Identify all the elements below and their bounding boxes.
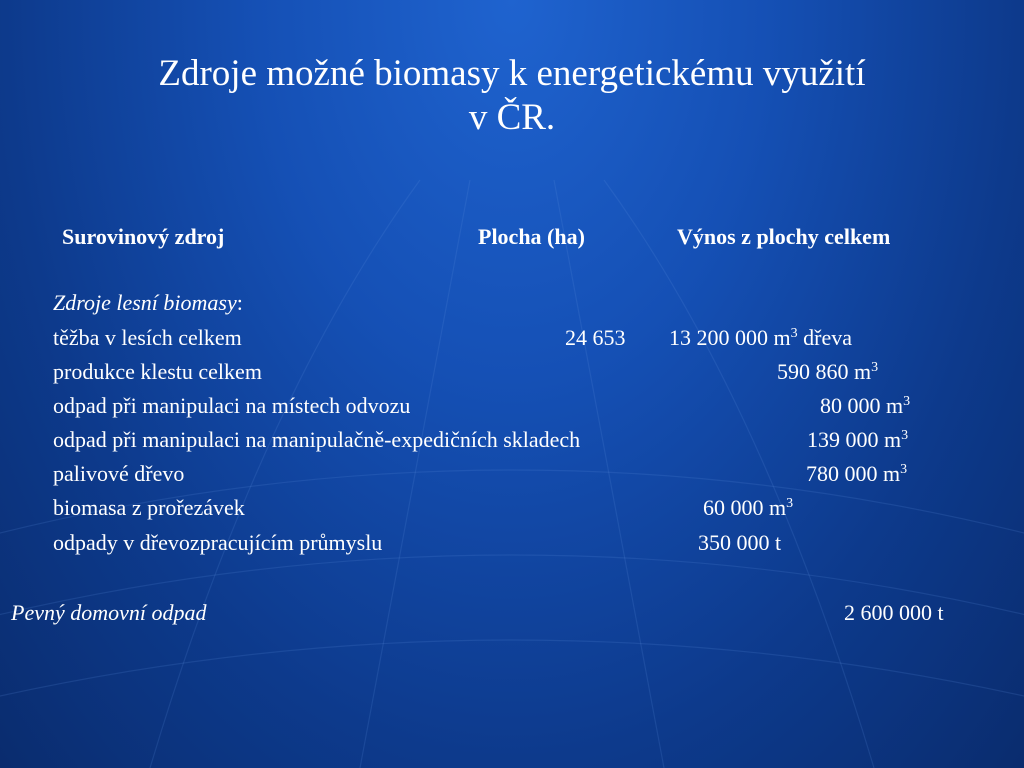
- row-label-5: biomasa z prořezávek: [53, 495, 245, 520]
- row-yield-suffix-0: dřeva: [797, 325, 852, 350]
- row-yield-4: [806, 460, 907, 488]
- section-forest-biomass: [53, 289, 243, 317]
- row-yield-value-3: 139 000 m: [807, 427, 902, 452]
- row-yield-unit-exp-5: 3: [786, 496, 794, 511]
- row-label-4: palivové dřevo: [53, 461, 185, 486]
- row-yield-5: [703, 494, 793, 522]
- row-label-2: odpad při manipulaci na místech odvozu: [53, 393, 411, 418]
- row-yield-2: [820, 392, 910, 420]
- row-yield-unit-exp-4: 3: [900, 462, 908, 477]
- section-forest-label: Zdroje lesní biomasy: [53, 290, 237, 315]
- header-source: Surovinový zdroj: [62, 224, 225, 249]
- row-yield-1: [777, 358, 878, 386]
- row-yield-unit-exp-0: 3: [790, 326, 798, 341]
- row-yield-value-5: 60 000 m: [703, 495, 787, 520]
- row-label-1: produkce klestu celkem: [53, 359, 262, 384]
- row-yield-3: [807, 426, 908, 454]
- row-area-0: 24 653: [565, 325, 626, 350]
- title-line-1: Zdroje možné biomasy k energetickému využití: [158, 53, 866, 94]
- row-yield-value-0: 13 200 000 m: [669, 325, 791, 350]
- row-label-0: těžba v lesích celkem: [53, 325, 242, 350]
- row-yield-unit-exp-3: 3: [901, 428, 909, 443]
- title-line-2: v ČR.: [468, 97, 556, 138]
- header-area: Plocha (ha): [478, 224, 585, 249]
- row-yield-unit-exp-1: 3: [871, 360, 879, 375]
- section-forest-colon: :: [236, 290, 243, 315]
- row-yield-6: 350 000 t: [698, 530, 782, 555]
- row-label-6: odpady v dřevozpracujícím průmyslu: [53, 530, 383, 555]
- row-yield-value-2: 80 000 m: [820, 393, 904, 418]
- solid-waste-label: Pevný domovní odpad: [11, 600, 207, 625]
- solid-waste-value: 2 600 000 t: [844, 600, 944, 625]
- row-label-3: odpad při manipulaci na manipulačně-expedičních skladech: [53, 427, 581, 452]
- row-yield-value-1: 590 860 m: [777, 359, 872, 384]
- header-yield: Výnos z plochy celkem: [677, 224, 891, 249]
- row-yield-0: [669, 324, 852, 352]
- row-yield-value-4: 780 000 m: [806, 461, 901, 486]
- row-yield-unit-exp-2: 3: [903, 394, 911, 409]
- slide-title: [0, 52, 1024, 140]
